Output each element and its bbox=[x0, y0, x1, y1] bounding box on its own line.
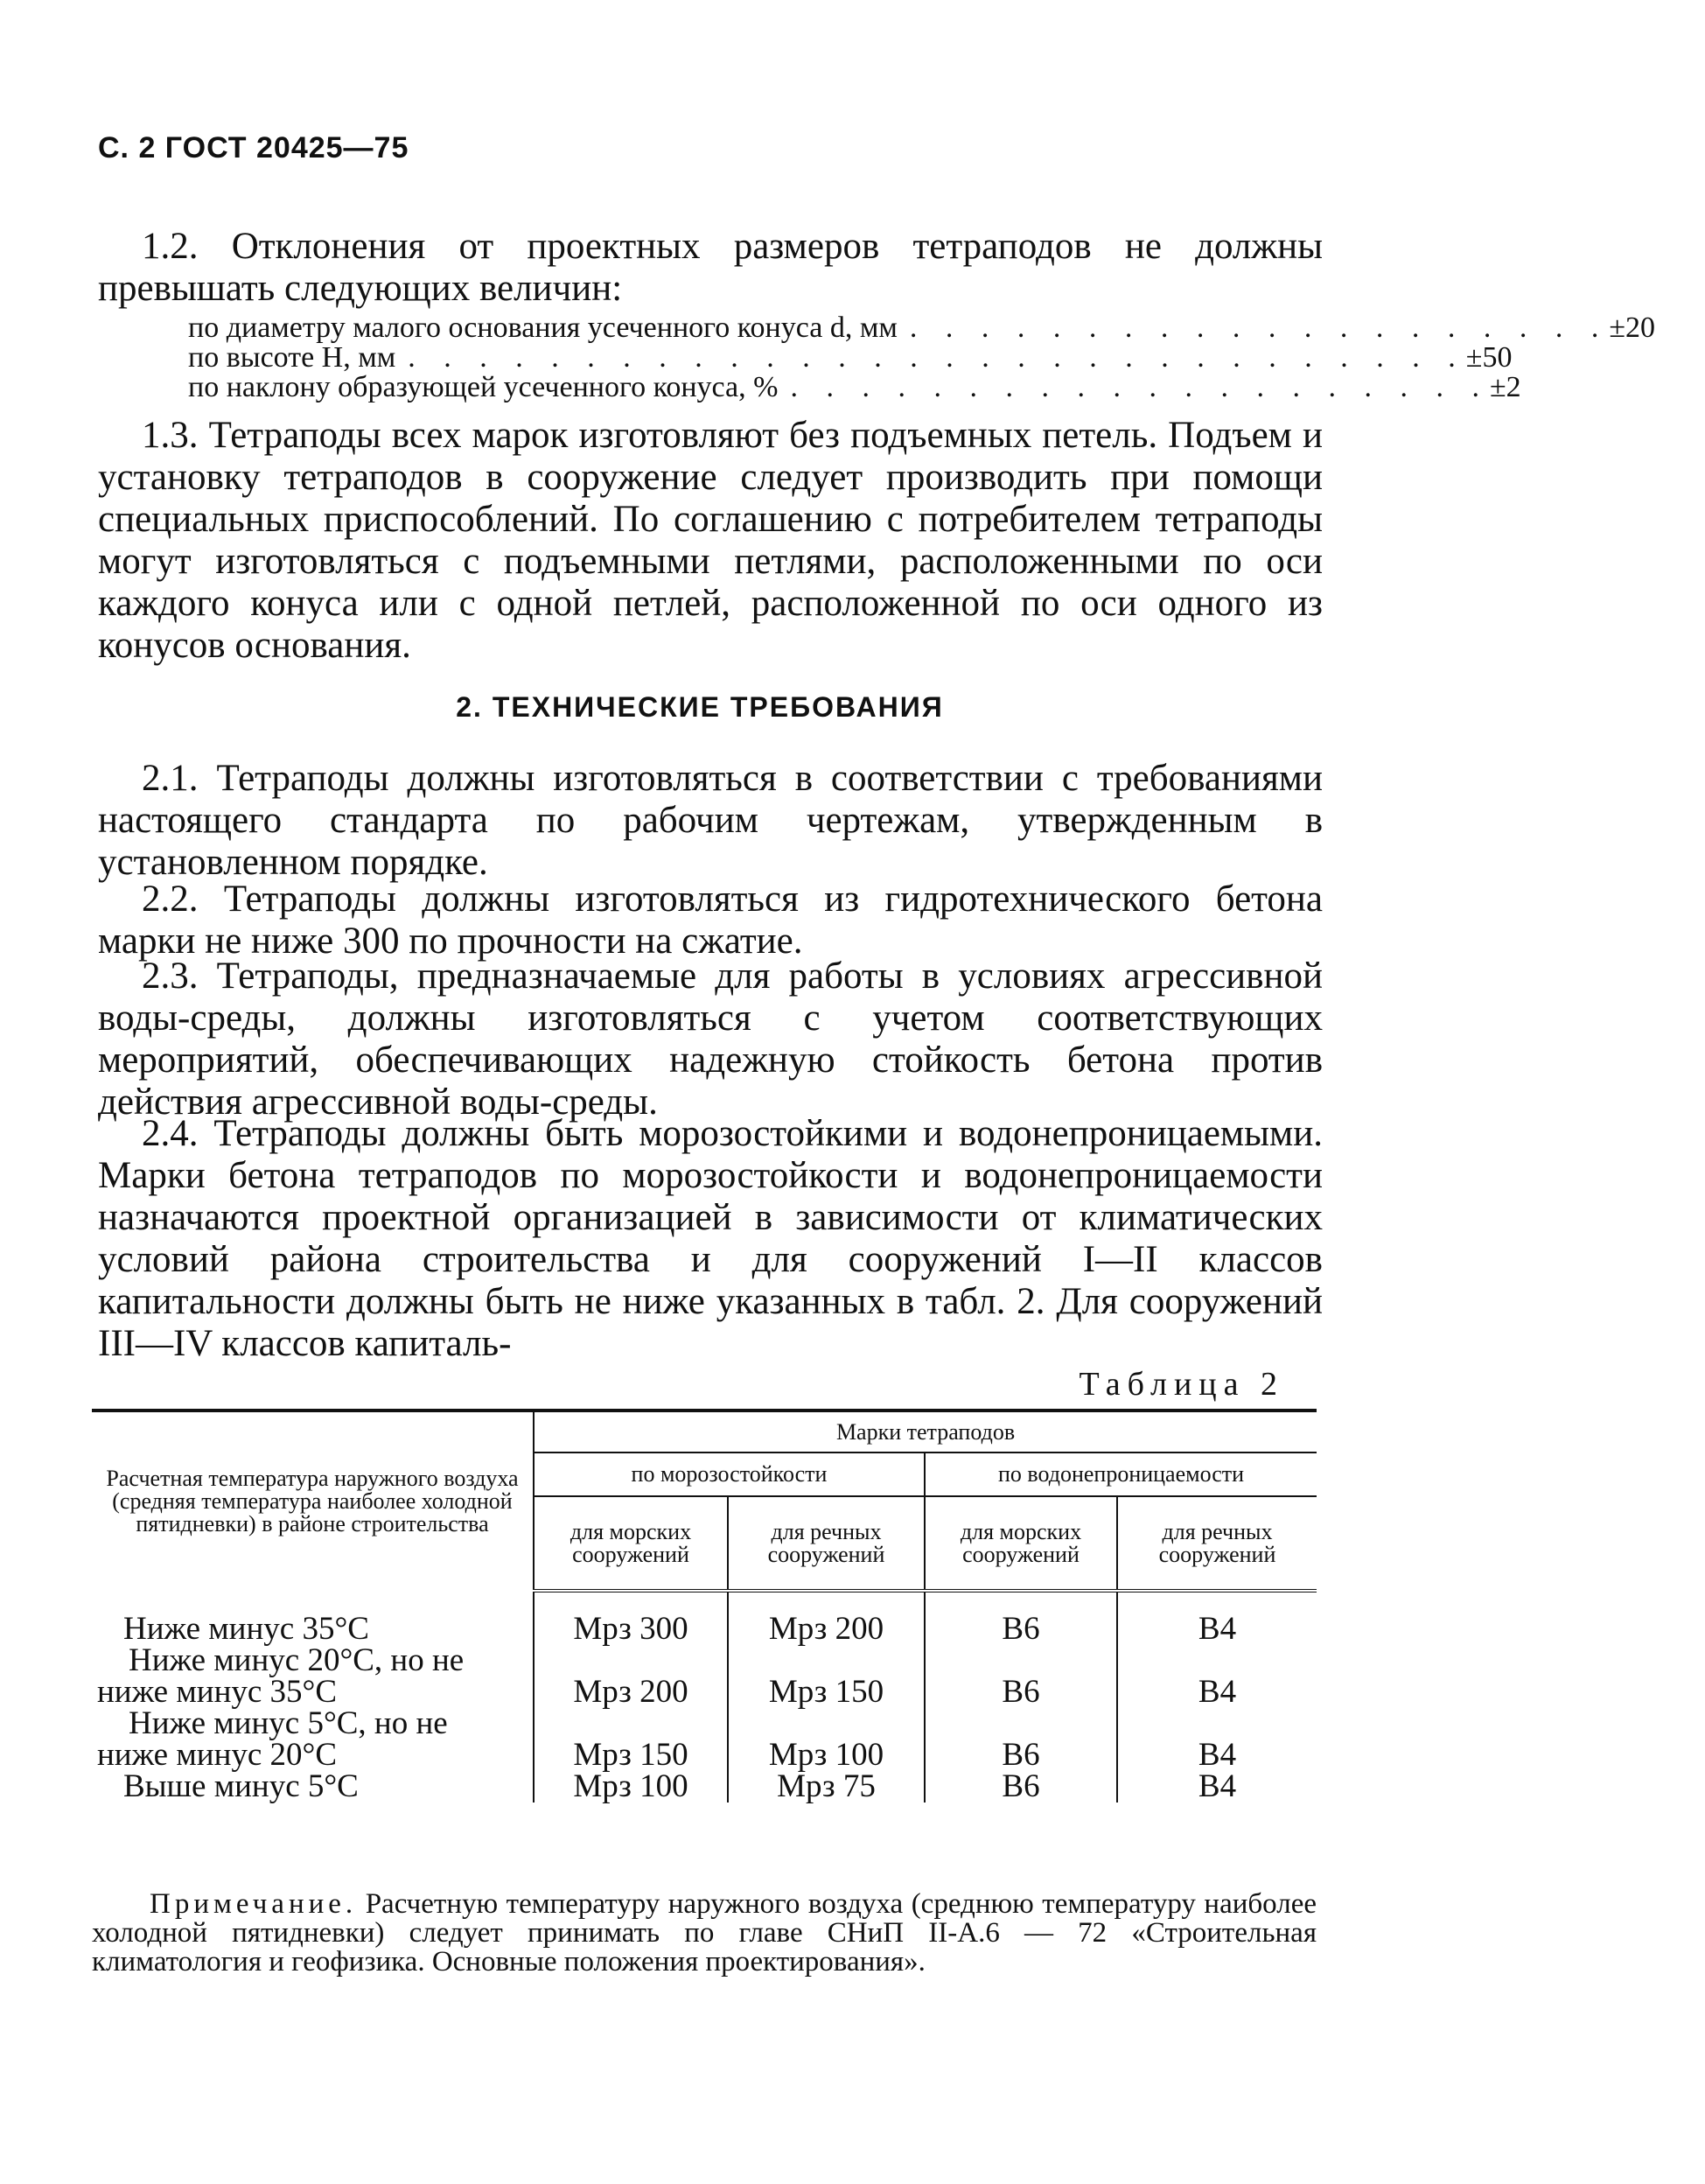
group-header-marks: Марки тетраподов bbox=[534, 1410, 1317, 1452]
frost-river-cell: Мрз 75 bbox=[728, 1771, 925, 1802]
sub-header-river: для речных сооружений bbox=[1117, 1496, 1317, 1591]
frost-sea-cell: Мрз 300 bbox=[534, 1591, 728, 1645]
table-note bbox=[92, 1890, 1317, 1977]
water-sea-cell: В6 bbox=[925, 1645, 1117, 1708]
paragraph-1-2: 1.2. Отклонения от проектных размеров тетраподов не должны превышать следующих величин: bbox=[98, 226, 1323, 309]
section-title: 2. ТЕХНИЧЕСКИЕ ТРЕБОВАНИЯ bbox=[456, 691, 944, 723]
paragraph-1-3: 1.3. Тетраподы всех марок изготовляют без подъемных петель. Подъем и установку тетраподов в сооружение следует производить при помощи специальных приспособлений. По соглашению с потребителем тетраподы могут изготовляться с подъемными петлями, расположенными по оси каждого конуса или с одной петлей, расположенной по оси одного из конусов основания. bbox=[98, 415, 1323, 666]
table-caption: Таблица 2 bbox=[1079, 1366, 1284, 1403]
temperature-cell: Ниже минус 35°С bbox=[123, 1611, 369, 1647]
temperature-cell: Ниже минус 5°С, но не ниже минус 20°С bbox=[97, 1705, 448, 1773]
water-river-cell: В4 bbox=[1117, 1591, 1317, 1645]
water-river-cell: В4 bbox=[1117, 1645, 1317, 1708]
frost-river-cell: Мрз 200 bbox=[728, 1591, 925, 1645]
table-row bbox=[92, 1591, 1317, 1645]
tolerance-label: по наклону образующей усеченного конуса, % bbox=[188, 371, 779, 403]
water-sea-cell: В6 bbox=[925, 1771, 1117, 1802]
leader-dots: . . . . . . . . . . . . . . . . . . . . . . . . . . . . . . bbox=[408, 341, 1466, 374]
frost-sea-cell: Мрз 200 bbox=[534, 1645, 728, 1708]
table-row bbox=[92, 1708, 1317, 1771]
tolerance-row bbox=[188, 312, 1656, 344]
table-row bbox=[92, 1645, 1317, 1708]
sub-header-river: для речных сооружений bbox=[728, 1496, 925, 1591]
note-text: Расчетную температуру наружного воздуха (среднюю температуру наиболее холодной пятидневки) следует принимать по главе СНиП II-А.6 — 72 «Строительная климатология и геофизика. Основные положения проектирования». bbox=[92, 1888, 1317, 1978]
tolerance-list bbox=[188, 312, 1656, 403]
tolerance-row bbox=[188, 371, 1521, 403]
leader-dots: . . . . . . . . . . . . . . . . . . . . bbox=[790, 371, 1490, 403]
sub-header-sea: для морских сооружений bbox=[534, 1496, 728, 1591]
group-header-water: по водонепроницаемости bbox=[925, 1452, 1317, 1496]
frost-river-cell: Мрз 100 bbox=[728, 1708, 925, 1771]
col-header-temperature: Расчетная температура наружного воздуха (средняя температура наиболее холодной пятидневки) в районе строительства bbox=[92, 1410, 534, 1591]
temperature-cell: Ниже минус 20°С, но не ниже минус 35°С bbox=[97, 1642, 465, 1710]
note-label: Примечание. bbox=[150, 1888, 358, 1920]
leader-dots: . . . . . . . . . . . . . . . . . . . . bbox=[909, 312, 1610, 344]
frost-sea-cell: Мрз 100 bbox=[534, 1771, 728, 1802]
paragraph-2-4: 2.4. Тетраподы должны быть морозостойкими и водонепроницаемыми. Марки бетона тетраподов по морозостойкости и водонепроницаемости назначаются проектной организацией в зависимости от климатических условий района строительства и для сооружений I—II классов капитальности должны быть не ниже указанных в табл. 2. Для сооружений III—IV классов капиталь- bbox=[98, 1113, 1323, 1364]
page-header: С. 2 ГОСТ 20425—75 bbox=[98, 131, 409, 164]
paragraph-2-1: 2.1. Тетраподы должны изготовляться в соответствии с требованиями настоящего стандарта по рабочим чертежам, утвержденным в установленном порядке. bbox=[98, 758, 1323, 883]
tolerance-value: ±50 bbox=[1465, 341, 1513, 374]
paragraph-2-2: 2.2. Тетраподы должны изготовляться из гидротехнического бетона марки не ниже 300 по прочности на сжатие. bbox=[98, 878, 1323, 962]
water-river-cell: В4 bbox=[1117, 1708, 1317, 1771]
tolerance-row bbox=[188, 341, 1513, 374]
table-row bbox=[92, 1771, 1317, 1802]
sub-header-sea: для морских сооружений bbox=[925, 1496, 1117, 1591]
water-sea-cell: В6 bbox=[925, 1591, 1117, 1645]
temperature-cell: Выше минус 5°С bbox=[123, 1768, 359, 1804]
group-header-frost: по морозостойкости bbox=[534, 1452, 925, 1496]
water-sea-cell: В6 bbox=[925, 1708, 1117, 1771]
paragraph-2-3: 2.3. Тетраподы, предназначаемые для работы в условиях агрессивной воды-среды, должны изготовляться с учетом соответствующих мероприятий, обеспечивающих надежную стойкость бетона против действия агрессивной воды-среды. bbox=[98, 956, 1323, 1123]
tolerance-value: ±20 bbox=[1609, 312, 1656, 344]
tolerance-label: по диаметру малого основания усеченного конуса d, мм bbox=[188, 312, 898, 344]
table-2 bbox=[92, 1409, 1317, 1802]
water-river-cell: В4 bbox=[1117, 1771, 1317, 1802]
tolerance-label: по высоте H, мм bbox=[188, 341, 396, 374]
frost-sea-cell: Мрз 150 bbox=[534, 1708, 728, 1771]
frost-river-cell: Мрз 150 bbox=[728, 1645, 925, 1708]
tolerance-value: ±2 bbox=[1489, 371, 1521, 403]
